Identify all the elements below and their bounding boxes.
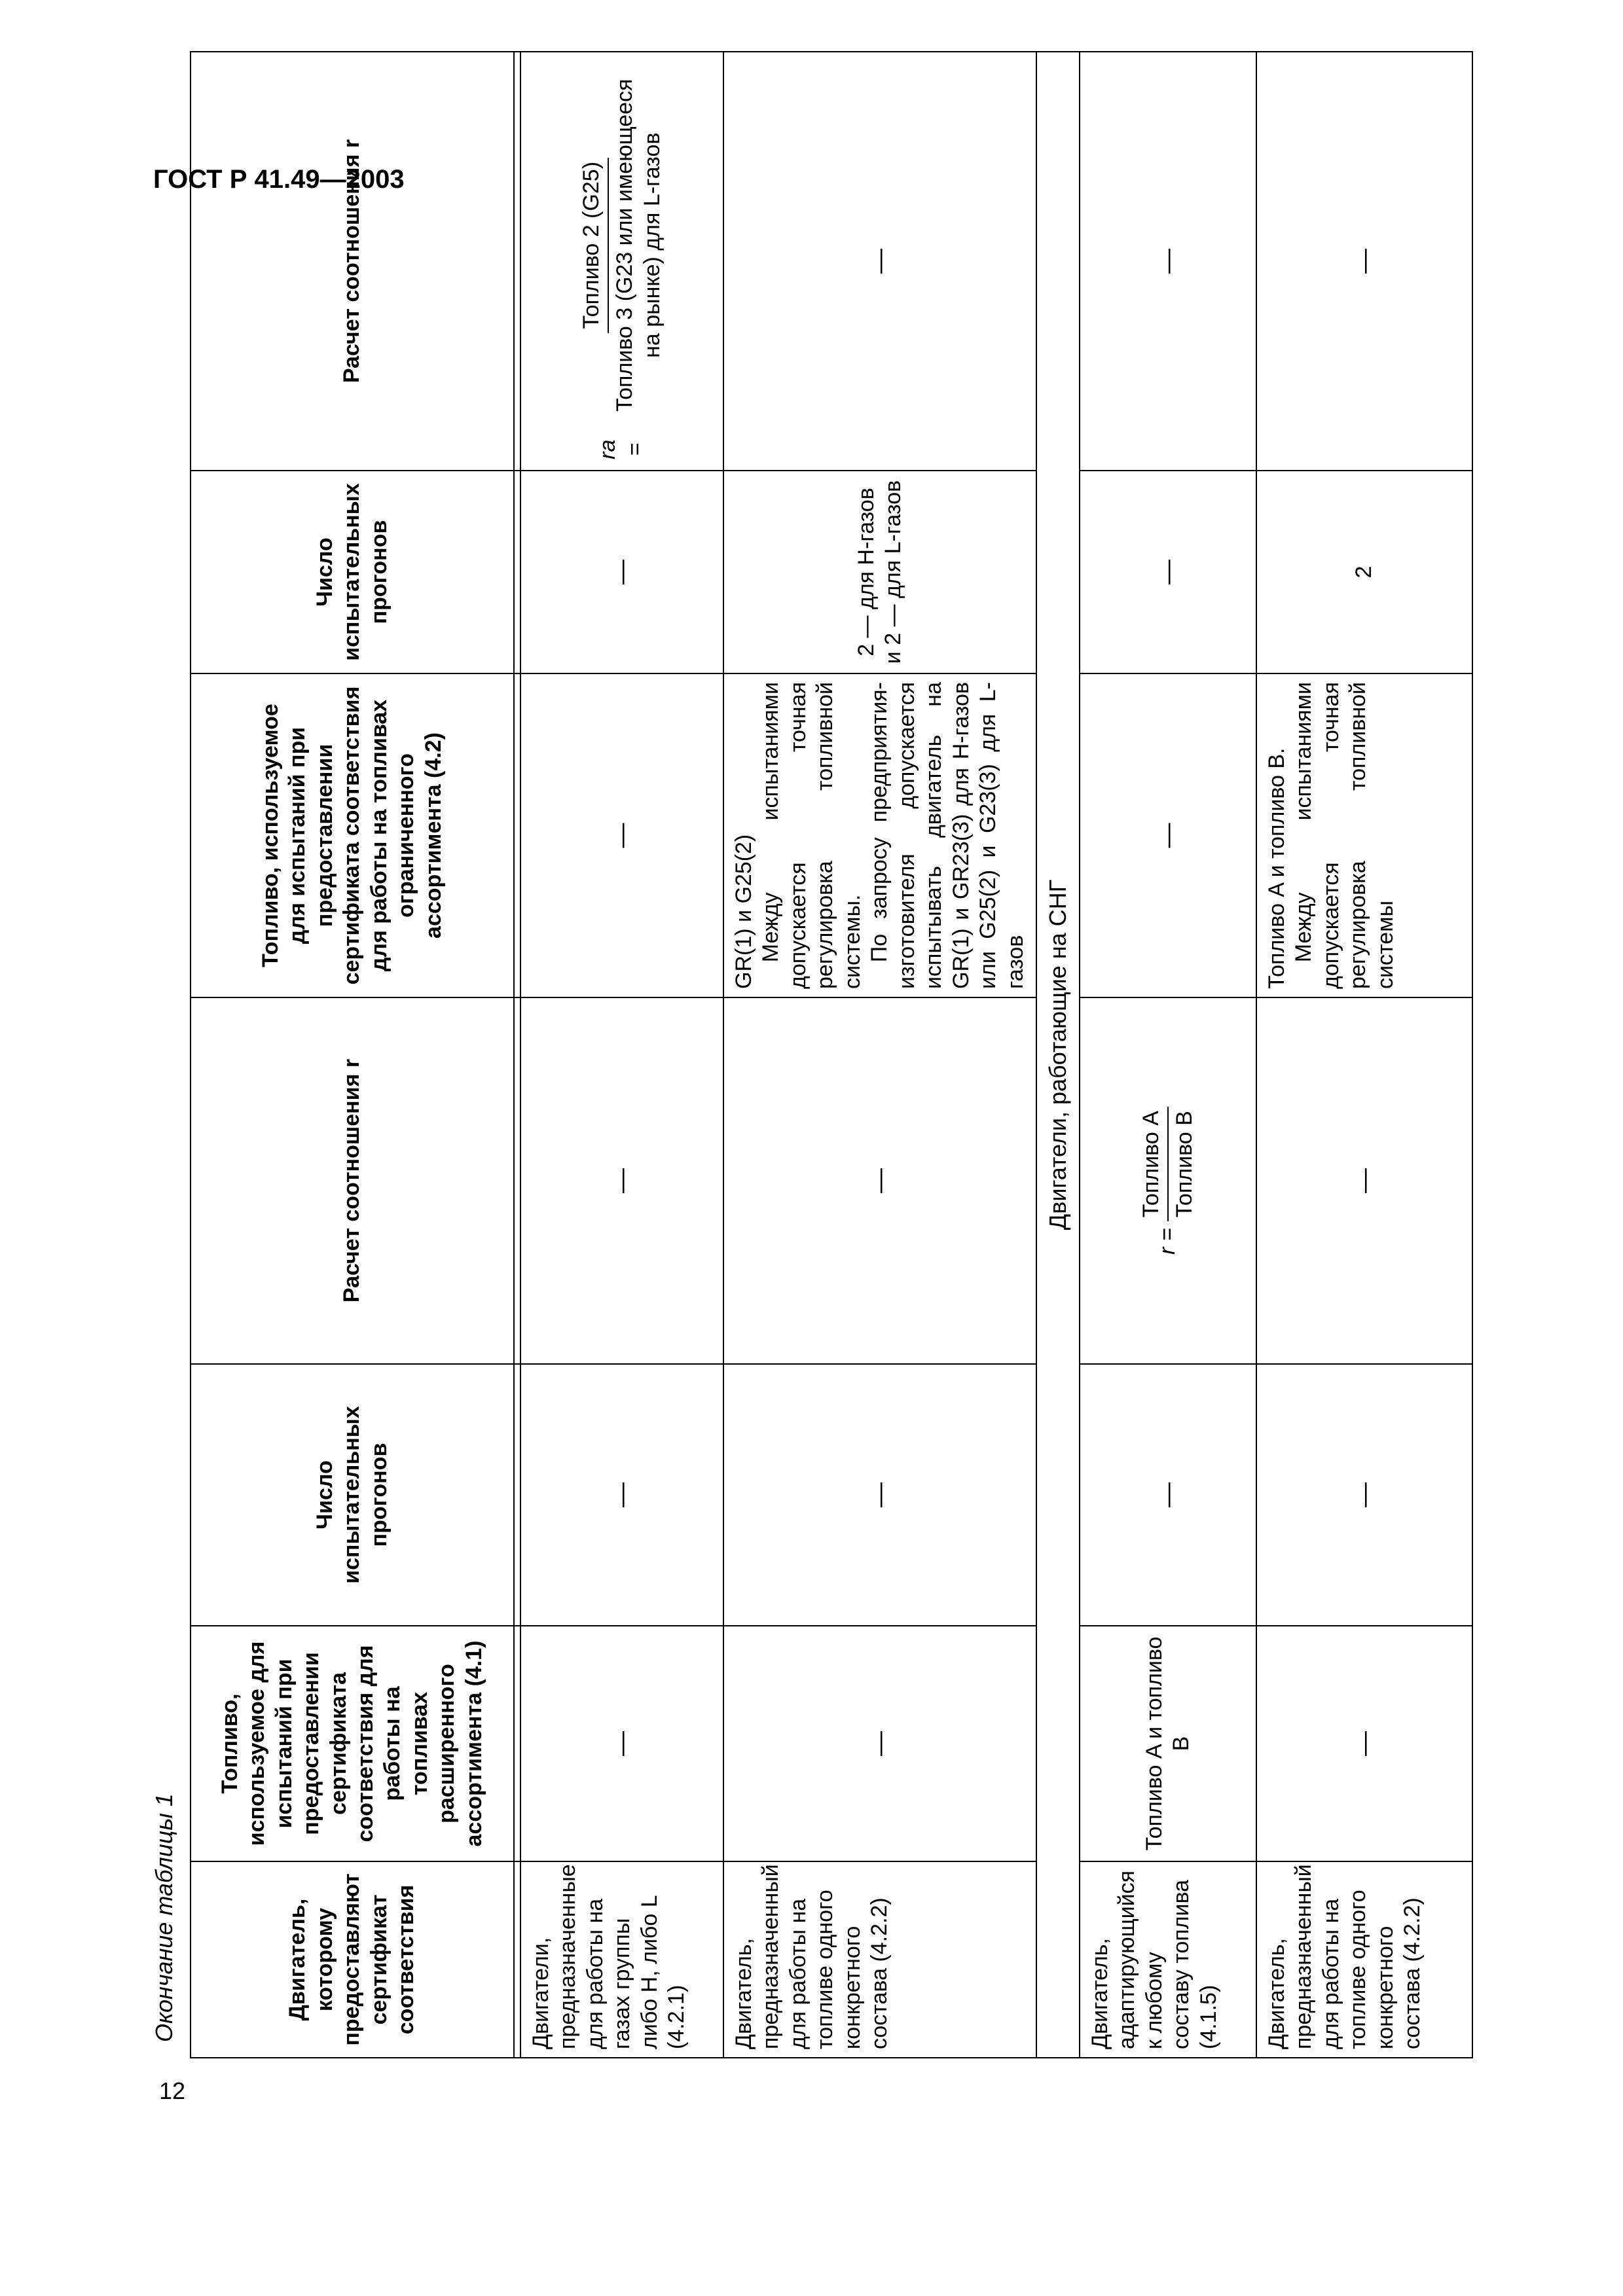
- fuel-paragraph: Между испытаниями допускается точная регулировка топливной системы: [1291, 682, 1398, 989]
- fuel-restricted-cell: [1256, 673, 1472, 997]
- engine-cell: Двигатель, адаптирующийся к любому составу топлива (4.1.5): [1080, 1861, 1256, 2058]
- formula-prefix: r =: [1155, 1228, 1180, 1255]
- formula-denominator: Топливо B: [1172, 1111, 1197, 1218]
- ratio-restricted-cell: —: [1256, 52, 1472, 471]
- fuel-extended-cell: —: [1256, 1626, 1472, 1861]
- formula-prefix: ra =: [595, 439, 647, 459]
- ratio-extended-cell: [1080, 997, 1256, 1364]
- ratio-restricted-cell: [520, 52, 723, 471]
- header-gap-row: [514, 52, 520, 2058]
- fuel-paragraph: По запросу предприятия-изготовителя допускается испытывать двигатель на GR(1) и GR23(3) для H-газов или G25(2) и G23(3) для L-газов: [867, 682, 1028, 989]
- runs-restricted-cell: —: [520, 471, 723, 673]
- section-row: [1036, 52, 1080, 2058]
- ratio-extended-cell: —: [1256, 997, 1472, 1364]
- table-row: [1080, 52, 1256, 2058]
- col-header-ratio-restricted: Расчет соотношения r: [191, 52, 514, 471]
- ratio-restricted-cell: —: [723, 52, 1036, 471]
- fuel-paragraph: GR(1) и G25(2): [731, 834, 756, 989]
- table-caption: Окончание таблицы 1: [151, 1793, 177, 2042]
- fuel-restricted-cell: —: [1080, 673, 1256, 997]
- table-header-row: [191, 52, 514, 2058]
- section-heading: Двигатели, работающие на СНГ: [1036, 52, 1080, 2058]
- engine-cell: Двигатель, предназначенный для работы на топливе одного конкретного состава (4.2.2): [1256, 1861, 1472, 2058]
- col-header-runs-restricted: Число испытательных прогонов: [191, 471, 514, 673]
- runs-extended-cell: —: [1256, 1364, 1472, 1626]
- col-header-ratio-extended: Расчет соотношения r: [191, 997, 514, 1364]
- runs-extended-cell: —: [520, 1364, 723, 1626]
- ratio-formula: [578, 60, 666, 462]
- runs-restricted-cell: 2: [1256, 471, 1472, 673]
- formula-numerator: Топливо A: [1138, 1107, 1169, 1221]
- ratio-formula: [1138, 1107, 1199, 1255]
- engine-cell: Двигатели, предназначенные для работы на газах группы либо H, либо L (4.2.1): [520, 1861, 723, 2058]
- engine-cell: Двигатель, предназначенный для работы на топливе одного конкретного состава (4.2.2): [723, 1861, 1036, 2058]
- runs-extended-cell: —: [1080, 1364, 1256, 1626]
- table-row: [1256, 52, 1472, 2058]
- ratio-extended-cell: —: [520, 997, 723, 1364]
- formula-numerator: Топливо 2 (G25): [578, 158, 609, 333]
- fuel-extended-cell: Топливо A и топливо B: [1080, 1626, 1256, 1861]
- fuel-paragraph: Топливо A и топливо B.: [1264, 747, 1289, 989]
- formula-denominator: Топливо 3 (G23 или имеющееся на рынке) для L-газов: [612, 79, 665, 412]
- col-header-engine: Двигатель, которому предоставляют сертификат соответствия: [191, 1861, 514, 2058]
- col-header-runs-extended: Число испытательных прогонов: [191, 1364, 514, 1626]
- runs-extended-cell: —: [723, 1364, 1036, 1626]
- fuel-restricted-cell: [723, 673, 1036, 997]
- table-row: [520, 52, 723, 2058]
- fuel-paragraph: Между испытаниями допускается точная регулировка топливной системы.: [758, 682, 865, 989]
- fuel-restricted-cell: —: [520, 673, 723, 997]
- runs-restricted-cell: —: [1080, 471, 1256, 673]
- runs-restricted-cell: 2 — для H-газов и 2 — для L-газов: [723, 471, 1036, 673]
- document-header: ГОСТ Р 41.49—2003: [153, 165, 405, 194]
- fuel-certification-table: [190, 51, 1473, 2058]
- fuel-extended-cell: —: [723, 1626, 1036, 1861]
- table-row: [723, 52, 1036, 2058]
- fuel-extended-cell: —: [520, 1626, 723, 1861]
- col-header-fuel-extended: Топливо, используемое для испытаний при предоставлении сертификата соответствия для работы на топливах расширенного ассортимента (4.1): [191, 1626, 514, 1861]
- col-header-fuel-restricted: Топливо, используемое для испытаний при предоставлении сертификата соответствия для работы на топливах ограниченного ассортимента (4.2): [191, 673, 514, 997]
- ratio-extended-cell: —: [723, 997, 1036, 1364]
- ratio-restricted-cell: —: [1080, 52, 1256, 471]
- page-number: 12: [159, 2077, 186, 2104]
